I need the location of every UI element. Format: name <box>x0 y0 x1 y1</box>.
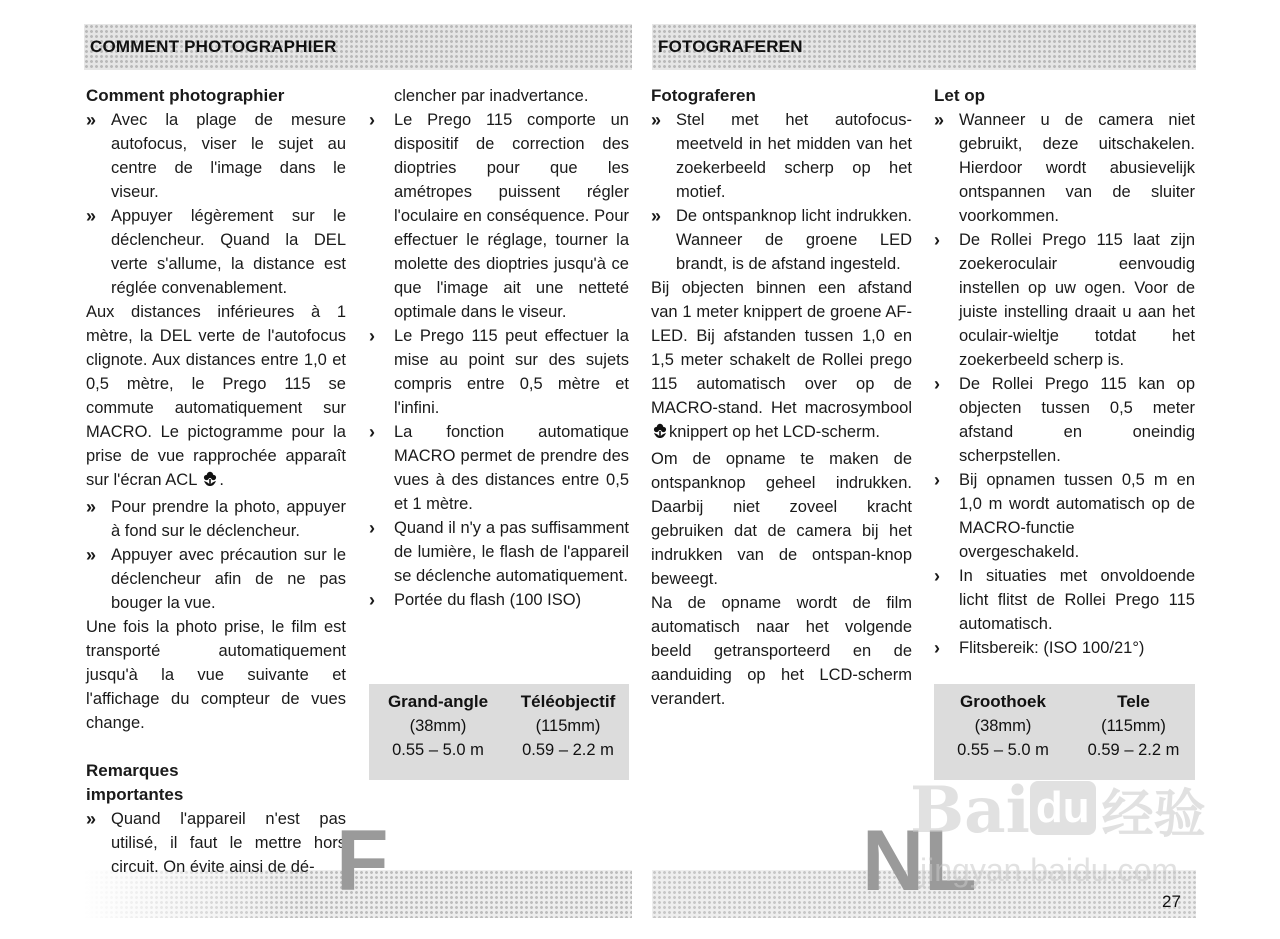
table-header: Groothoek <box>960 692 1046 711</box>
list-item-text: Le Prego 115 peut effectuer la mise au point sur des sujets compris entre 0,5 mètre et l'infini. <box>394 327 629 417</box>
list-item-text: Le Prego 115 comporte un dispositif de correction des dioptries pour que les amétropes puissent régler l'oculaire en conséquence. Pour effectuer le réglage, tourner la molette des dioptries jusqu'à ce que l'image ait une netteté optimale dans le viseur. <box>394 111 629 321</box>
right-header-title: FOTOGRAFEREN <box>658 37 803 56</box>
paragraph <box>651 276 912 447</box>
chevron-icon: › <box>369 518 375 538</box>
language-letter-fr: F <box>336 813 389 909</box>
list-item <box>369 324 629 420</box>
chevron-icon: › <box>369 326 375 346</box>
double-chevron-icon: » <box>651 206 662 226</box>
macro-flower-icon <box>201 470 219 495</box>
table-cell: 0.55 – 5.0 m <box>957 741 1049 759</box>
list-item <box>86 543 346 615</box>
chevron-icon: › <box>369 590 375 610</box>
left-column-2 <box>369 84 629 612</box>
double-chevron-icon: » <box>86 497 97 517</box>
list-item <box>651 204 912 276</box>
table-header: Téléobjectif <box>520 692 616 711</box>
list-item-text: In situaties met onvoldoende licht flitst de Rollei Prego 115 automatisch. <box>959 567 1195 633</box>
table-cell: 0.59 – 2.2 m <box>1087 741 1180 759</box>
list-item-text: Quand l'appareil n'est pas utilisé, il faut le mettre hors circuit. On évite ainsi de dé- <box>111 810 346 876</box>
list-item <box>934 564 1195 636</box>
list-item <box>651 108 912 204</box>
list-item-text: Quand il n'y a pas suffisamment de lumière, le flash de l'appareil se déclenche automatiquement. <box>394 519 629 585</box>
right-column-2 <box>934 84 1195 660</box>
paragraph: Na de opname wordt de film automatisch naar het volgende beeld getransporteerd en de aanduiding op het LCD-scherm verandert. <box>651 594 912 708</box>
watermark-text: du <box>1035 783 1090 832</box>
left-header-band <box>84 24 632 70</box>
table-cell: (115mm) <box>1101 717 1166 735</box>
list-item-text: De Rollei Prego 115 laat zijn zoekeroculair eenvoudig instellen op uw ogen. Voor de juiste instelling draait u aan het oculair-wieltje totdat het zoekerbeeld scherp is. <box>959 231 1195 369</box>
watermark-paw-box <box>1030 781 1096 835</box>
list-item <box>369 108 629 324</box>
page-number: 27 <box>1162 892 1181 911</box>
list-item <box>369 516 629 588</box>
list-item-text: Bij opnamen tussen 0,5 m en 1,0 m wordt automatisch op de MACRO-functie overgeschakeld. <box>959 471 1195 561</box>
list-item-text: De ontspanknop licht indrukken. Wanneer de groene LED brandt, is de afstand ingesteld. <box>676 207 912 273</box>
right-column-1 <box>651 84 912 711</box>
table-cell: (115mm) <box>535 717 601 735</box>
list-item <box>86 495 346 543</box>
chevron-icon: › <box>934 470 940 490</box>
list-item-text: Appuyer légèrement sur le déclencheur. Quand la DEL verte s'allume, la distance est réglée convenablement. <box>111 207 346 297</box>
list-item-text: De Rollei Prego 115 kan op objecten tussen 0,5 meter afstand en oneindig scherpstellen. <box>959 375 1195 465</box>
list-item <box>934 468 1195 564</box>
list-item-text: Appuyer avec précaution sur le déclencheur afin de ne pas bouger la vue. <box>111 546 346 612</box>
watermark-text: Bai <box>910 773 1030 848</box>
section-heading: Comment photographier <box>86 86 285 105</box>
double-chevron-icon: » <box>934 110 945 130</box>
baidu-watermark <box>910 772 1206 848</box>
paragraph: clencher par inadvertance. <box>394 87 589 105</box>
list-item <box>369 588 629 612</box>
list-item <box>86 204 346 300</box>
double-chevron-icon: » <box>86 206 97 226</box>
list-item-text: Portée du flash (100 ISO) <box>394 591 582 609</box>
language-letter-nl: NL <box>862 813 977 909</box>
chevron-icon: › <box>369 110 375 130</box>
paragraph: Aux distances inférieures à 1 mètre, la DEL verte de l'autofocus clignote. Aux distances entre 1,0 et 0,5 mètre, le Prego 115 se commute automatiquement sur MACRO. Le pictogramme pour la prise de vue rapprochée apparaît sur l'écran ACL . <box>86 300 346 495</box>
section-heading: Remarques <box>86 761 179 780</box>
table-header: Grand-angle <box>387 692 489 711</box>
list-item <box>934 372 1195 468</box>
list-item-text: Stel met het autofocus-meetveld in het midden van het zoekerbeeld scherp op het motief. <box>676 111 912 201</box>
double-chevron-icon: » <box>651 110 662 130</box>
list-item <box>934 636 1195 660</box>
paragraph: Une fois la photo prise, le film est transporté automatiquement jusqu'à la vue suivante et l'affichage du compteur de vues change. <box>86 618 346 732</box>
section-heading: Fotograferen <box>651 86 756 105</box>
list-item <box>934 108 1195 228</box>
left-header-title: COMMENT PHOTOGRAPHIER <box>90 37 337 56</box>
paragraph: Om de opname te maken de ontspanknop geheel indrukken. Daarbij niet zoveel kracht gebruiken dat de camera bij het indrukken van de ontspan-knop beweegt. <box>651 450 912 588</box>
table-cell: (38mm) <box>409 717 467 735</box>
table-cell: (38mm) <box>974 717 1032 735</box>
section-heading-cont: importantes <box>86 785 184 804</box>
section-heading: Let op <box>934 86 985 105</box>
baidu-watermark-url: jingyan.baidu.com <box>920 852 1178 888</box>
chevron-icon: › <box>934 230 940 250</box>
list-item-text: Avec la plage de mesure autofocus, viser le sujet au centre de l'image dans le viseur. <box>111 111 346 201</box>
paragraph-text: knippert op het LCD-scherm. <box>669 423 880 441</box>
double-chevron-icon: » <box>86 110 97 130</box>
left-column-1 <box>86 84 346 879</box>
paragraph-text: Aux distances inférieures à 1 mètre, la DEL verte de l'autofocus clignote. Aux distances entre 1,0 et 0,5 mètre, le Prego 115 se commute automatiquement sur MACRO. Le pictogramme pour la prise de vue rapprochée apparaît sur l'écran ACL <box>86 303 346 489</box>
table-cell: 0.59 – 2.2 m <box>522 741 614 759</box>
chevron-icon: › <box>934 374 940 394</box>
list-item-text: La fonction automatique MACRO permet de prendre des vues à des distances entre 0,5 et 1 mètre. <box>394 423 629 513</box>
chevron-icon: › <box>369 422 375 442</box>
flash-range-table-nl <box>934 684 1195 780</box>
chevron-icon: › <box>934 566 940 586</box>
right-header-band <box>652 24 1196 70</box>
table-header: Tele <box>1117 692 1150 711</box>
list-item-text: Wanneer u de camera niet gebruikt, deze uitschakelen. Hierdoor wordt abusievelijk ontspannen van de sluiter voorkommen. <box>959 111 1195 225</box>
double-chevron-icon: » <box>86 545 97 565</box>
double-chevron-icon: » <box>86 809 97 829</box>
table-cell: 0.55 – 5.0 m <box>392 741 484 759</box>
chevron-icon: › <box>934 638 940 658</box>
list-item <box>934 228 1195 372</box>
macro-flower-icon <box>651 422 669 447</box>
list-item <box>369 420 629 516</box>
paragraph-text: Bij objecten binnen een afstand van 1 meter knippert de groene AF-LED. Bij afstanden tussen 1,0 en 1,5 meter schakelt de Rollei prego 115 automatisch over op de MACRO-stand. Het macrosymbool <box>651 279 912 417</box>
list-item-text: Flitsbereik: (ISO 100/21°) <box>959 639 1145 657</box>
flash-range-table-fr <box>369 684 629 780</box>
list-item-text: Pour prendre la photo, appuyer à fond sur le déclencheur. <box>111 498 346 540</box>
watermark-text: 经验 <box>1101 786 1206 844</box>
list-item <box>86 807 346 879</box>
list-item <box>86 108 346 204</box>
